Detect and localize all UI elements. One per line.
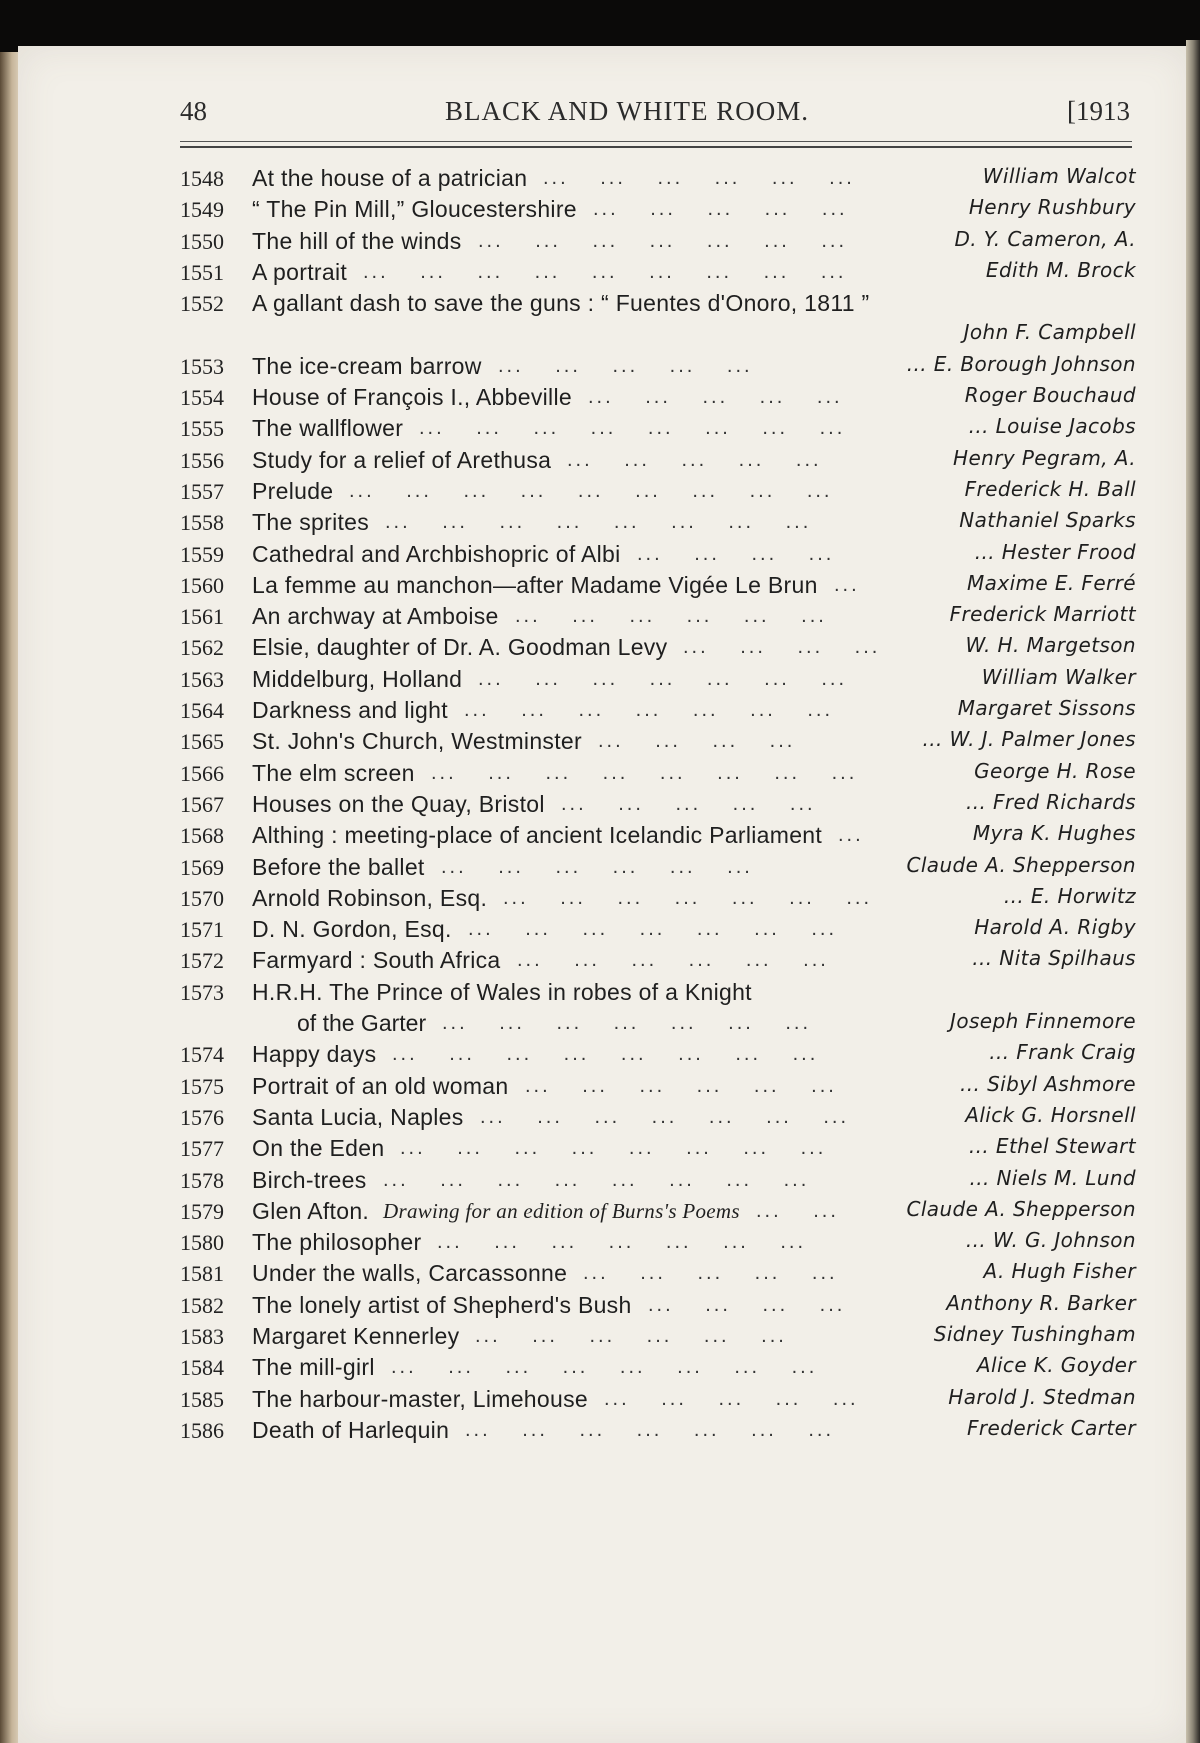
dot-leaders: ... ... ... ... ... [567,448,822,471]
entry-artist: Edith M. Brock [985,257,1136,282]
catalogue-entry [180,257,1136,288]
entry-number: 1552 [180,291,224,317]
entry-artist: Harold A. Rigby [974,915,1136,940]
entry-number: 1562 [180,635,224,661]
entry-number: 1548 [180,166,224,191]
entry-number: 1569 [180,854,224,880]
entry-number: 1572 [180,948,224,974]
entry-artist: ... E. Borough Johnson [906,351,1136,376]
entry-artist: Alick G. Horsnell [965,1102,1136,1127]
dot-leaders: ... [834,573,860,596]
entry-number: 1557 [180,478,224,504]
entry-number: 1577 [180,1136,224,1162]
entry-title: Prelude [252,477,334,504]
catalogue-entry [180,632,1136,663]
entry-title: The wallflower [252,415,404,442]
dot-leaders: ... ... ... ... ... [583,1262,838,1285]
catalogue-entry [180,570,1136,601]
entry-title: The elm screen [252,759,415,786]
entry-number: 1550 [180,228,224,254]
entry-number: 1551 [180,259,224,285]
entry-number: 1571 [180,917,224,943]
dot-leaders: ... ... ... ... ... ... ... [465,1418,835,1441]
entry-artist: Frederick Marriott [949,602,1136,627]
entry-artist: Anthony R. Barker [946,1290,1136,1315]
entry-title: St. John's Church, Westminster [252,728,582,755]
entry-number: 1584 [180,1355,224,1381]
catalogue-entry [180,883,1136,914]
catalogue-entry [180,1227,1136,1258]
entry-number: 1561 [180,604,224,630]
entry-title: Study for a relief of Arethusa [252,446,552,473]
entry-artist: Harold J. Stedman [948,1384,1136,1409]
dot-leaders: ... ... ... ... ... [588,386,843,409]
entry-number: 1581 [180,1261,224,1287]
dot-leaders: ... ... ... ... ... ... ... ... [383,1168,810,1191]
catalogue-list [180,163,1136,1446]
catalogue-entry [180,914,1136,945]
dot-leaders: ... ... ... ... ... ... ... [437,1231,807,1254]
dot-leaders: ... ... ... ... ... ... ... [480,1105,850,1128]
entry-title: Cathedral and Archbishopric of Albi [252,540,621,567]
dot-leaders: ... ... ... ... [683,636,881,659]
entry-artist: ... Sibyl Ashmore [960,1071,1136,1096]
dot-leaders: ... ... ... ... ... [561,792,816,815]
year-label: [1913 [1067,96,1130,126]
entry-title: The ice-cream barrow [252,352,482,379]
catalogue-entry [180,1133,1136,1164]
catalogue-entry [180,1352,1136,1383]
dot-leaders: ... ... ... ... ... [593,198,848,221]
dot-leaders: ... ... ... ... ... ... ... [464,699,834,722]
entry-artist: ... W. J. Palmer Jones [922,727,1136,752]
entry-title: The hill of the winds [252,227,462,254]
entry-title: Arnold Robinson, Esq. [252,884,488,911]
entry-number: 1560 [180,572,224,598]
entry-artist: ... Louise Jacobs [968,414,1136,439]
entry-title: At the house of a patrician [252,165,528,191]
dot-leaders: ... ... ... ... ... ... [475,1324,787,1347]
catalogue-entry [180,820,1136,851]
entry-artist: John F. Campbell [963,320,1136,345]
dot-leaders: ... ... ... ... ... ... [543,167,855,189]
catalogue-entry [180,507,1136,538]
entry-artist: William Walcot [982,164,1136,188]
entry-number: 1555 [180,416,224,442]
catalogue-entry [180,695,1136,726]
entry-title: Before the ballet [252,853,425,880]
entry-artist: Henry Rushbury [968,195,1136,220]
header-rule-thin [180,141,1132,142]
catalogue-entry [180,1071,1136,1102]
entry-artist: Roger Bouchaud [964,383,1136,408]
entry-number: 1549 [180,197,224,223]
entry-artist: D. Y. Cameron, A. [954,226,1136,251]
dot-leaders: ... ... ... ... ... ... ... [503,886,873,909]
entry-title: A portrait [252,258,348,285]
catalogue-entry [180,1258,1136,1289]
entry-title: The philosopher [252,1229,422,1256]
page-number: 48 [180,96,207,126]
dot-leaders: ... ... ... ... ... ... ... ... ... [363,260,847,283]
entry-title: Under the walls, Carcassonne [252,1260,568,1287]
catalogue-entry [180,1321,1136,1352]
entry-number: 1573 [180,979,224,1005]
entry-title: “ The Pin Mill,” Gloucestershire [252,196,577,223]
dot-leaders: ... ... ... ... ... ... [517,949,829,972]
catalogue-entry [180,726,1136,757]
entry-artist: ... E. Horwitz [1003,883,1136,908]
dot-leaders: ... ... ... ... [598,730,796,753]
entry-artist: William Walker [981,664,1136,689]
entry-title: La femme au manchon—after Madame Vigée Le Brun [252,571,818,598]
entry-number: 1579 [180,1198,224,1224]
entry-artist: Myra K. Hughes [972,821,1136,846]
catalogue-entry [180,601,1136,632]
catalogue-entry [180,1196,1136,1227]
entry-title: Farmyard : South Africa [252,947,501,974]
catalogue-entry [180,1102,1136,1133]
entry-number: 1574 [180,1042,224,1068]
catalogue-entry [180,288,1136,351]
header-rule-thick [180,146,1132,148]
entry-title: Santa Lucia, Naples [252,1103,464,1130]
dot-leaders: ... ... ... ... ... ... [525,1074,837,1097]
entry-number: 1582 [180,1292,224,1318]
dot-leaders: ... ... ... ... ... ... ... ... ... [349,479,833,502]
entry-number: 1553 [180,353,224,379]
dot-leaders: ... [838,824,864,847]
entry-artist: Joseph Finnemore [950,1008,1136,1033]
entry-number: 1556 [180,447,224,473]
entry-title: The harbour-master, Limehouse [252,1385,588,1412]
entry-title: Portrait of an old woman [252,1072,509,1099]
entry-title: Darkness and light [252,697,448,724]
catalogue-entry [180,226,1136,257]
catalogue-entry [180,382,1136,413]
page-edge [1186,40,1200,1743]
entry-artist: Claude A. Shepperson [906,852,1136,877]
entry-artist: W. H. Margetson [965,633,1136,658]
entry-number: 1558 [180,510,224,536]
entry-title: Glen Afton. [252,1197,370,1224]
catalogue-entry [180,413,1136,444]
entry-title: House of François I., Abbeville [252,384,572,411]
entry-artist: ... Niels M. Lund [969,1165,1136,1190]
catalogue-entry [180,163,1136,194]
dot-leaders: ... ... ... ... ... [604,1387,859,1410]
entry-title: Althing : meeting-place of ancient Icelandic Parliament [252,822,823,849]
dot-leaders: ... ... ... ... ... ... ... ... [385,511,812,534]
entry-artist: ... Frank Craig [989,1040,1136,1065]
catalogue-entry [180,852,1136,883]
entry-artist: Sidney Tushingham [933,1321,1136,1346]
entry-artist: ... W. G. Johnson [965,1228,1136,1253]
entry-number: 1585 [180,1386,224,1412]
entry-artist: Henry Pegram, A. [953,445,1136,470]
catalogue-entry [180,1290,1136,1321]
catalogue-entry [180,194,1136,225]
dot-leaders: ... ... ... ... ... ... ... ... [431,761,858,784]
running-header [180,96,1130,136]
entry-artist: A. Hugh Fisher [983,1259,1136,1284]
entry-note: Drawing for an edition of Burns's Poems [383,1198,740,1223]
entry-title: The lonely artist of Shepherd's Bush [252,1291,632,1318]
catalogue-entry [180,977,1136,1040]
entry-title: Happy days [252,1041,377,1068]
dot-leaders: ... ... ... ... ... ... ... [478,667,848,690]
entry-number: 1576 [180,1104,224,1130]
entry-title: A gallant dash to save the guns : “ Fuentes d'Onoro, 1811 ” [252,290,870,317]
entry-artist: ... Fred Richards [965,789,1136,814]
entry-number: 1565 [180,729,224,755]
section-title: BLACK AND WHITE ROOM. [445,96,809,126]
catalogue-entry [180,945,1136,976]
entry-number: 1564 [180,698,224,724]
entry-title: Death of Harlequin [252,1416,450,1443]
dot-leaders: ... ... ... ... [637,542,835,565]
entry-number: 1566 [180,760,224,786]
entry-title: An archway at Amboise [252,603,499,630]
entry-title: Elsie, daughter of Dr. A. Goodman Levy [252,634,668,661]
entry-number: 1568 [180,823,224,849]
entry-artist: Alice K. Goyder [976,1353,1136,1378]
entry-number: 1580 [180,1230,224,1256]
entry-number: 1586 [180,1417,224,1443]
dot-leaders: ... ... ... ... ... ... [441,855,753,878]
dot-leaders: ... ... ... ... ... ... ... ... [391,1356,818,1379]
catalogue-entry [180,789,1136,820]
entry-number: 1554 [180,385,224,411]
catalogue-entry [180,1039,1136,1070]
dot-leaders: ... ... ... ... ... [498,354,753,377]
entry-artist: ... Hester Frood [974,539,1136,564]
catalogue-entry [180,758,1136,789]
entry-artist: Maxime E. Ferré [967,570,1136,595]
entry-artist: ... Nita Spilhaus [972,946,1136,971]
catalogue-entry [180,445,1136,476]
catalogue-entry [180,1415,1136,1446]
catalogue-entry [180,664,1136,695]
entry-number: 1575 [180,1073,224,1099]
entry-artist: George H. Rose [974,758,1136,783]
catalogue-entry [180,476,1136,507]
catalogue-entry [180,1165,1136,1196]
entry-title: Birch-trees [252,1166,367,1193]
entry-number: 1570 [180,885,224,911]
entry-number: 1563 [180,666,224,692]
entry-title-continued: of the Garter [297,1010,427,1037]
catalogue-entry [180,1384,1136,1415]
catalogue-entry [180,351,1136,382]
entry-artist: Frederick H. Ball [964,476,1136,501]
entry-artist: Claude A. Shepperson [906,1196,1136,1221]
dot-leaders: ... ... ... ... ... ... [515,605,827,628]
catalogue-entry [180,539,1136,570]
entry-number: 1578 [180,1167,224,1193]
dot-leaders: ... ... ... ... ... ... ... ... [392,1043,819,1066]
entry-title: Margaret Kennerley [252,1322,460,1349]
entry-number: 1583 [180,1323,224,1349]
entry-title: On the Eden [252,1135,385,1162]
entry-title: Middelburg, Holland [252,665,463,692]
dot-leaders: ... ... ... ... ... ... ... [442,1012,812,1035]
dot-leaders: ... ... ... ... ... ... ... [478,229,848,252]
entry-title: The mill-girl [252,1354,375,1381]
entry-artist: Frederick Carter [967,1415,1136,1440]
dot-leaders: ... ... ... ... ... ... ... ... [400,1137,827,1160]
entry-number: 1567 [180,791,224,817]
dot-leaders: ... ... ... ... ... ... ... [468,918,838,941]
dot-leaders: ... ... ... ... ... ... ... ... [419,417,846,440]
entry-artist: Margaret Sissons [957,696,1136,721]
entry-title: Houses on the Quay, Bristol [252,790,545,817]
dot-leaders: ... ... [756,1199,839,1222]
dot-leaders: ... ... ... ... [648,1293,846,1316]
entry-artist: Nathaniel Sparks [959,508,1136,533]
entry-title: H.R.H. The Prince of Wales in robes of a Knight [252,978,752,1005]
entry-artist: ... Ethel Stewart [968,1134,1136,1159]
entry-title: D. N. Gordon, Esq. [252,916,452,943]
entry-title: The sprites [252,509,370,536]
entry-number: 1559 [180,541,224,567]
